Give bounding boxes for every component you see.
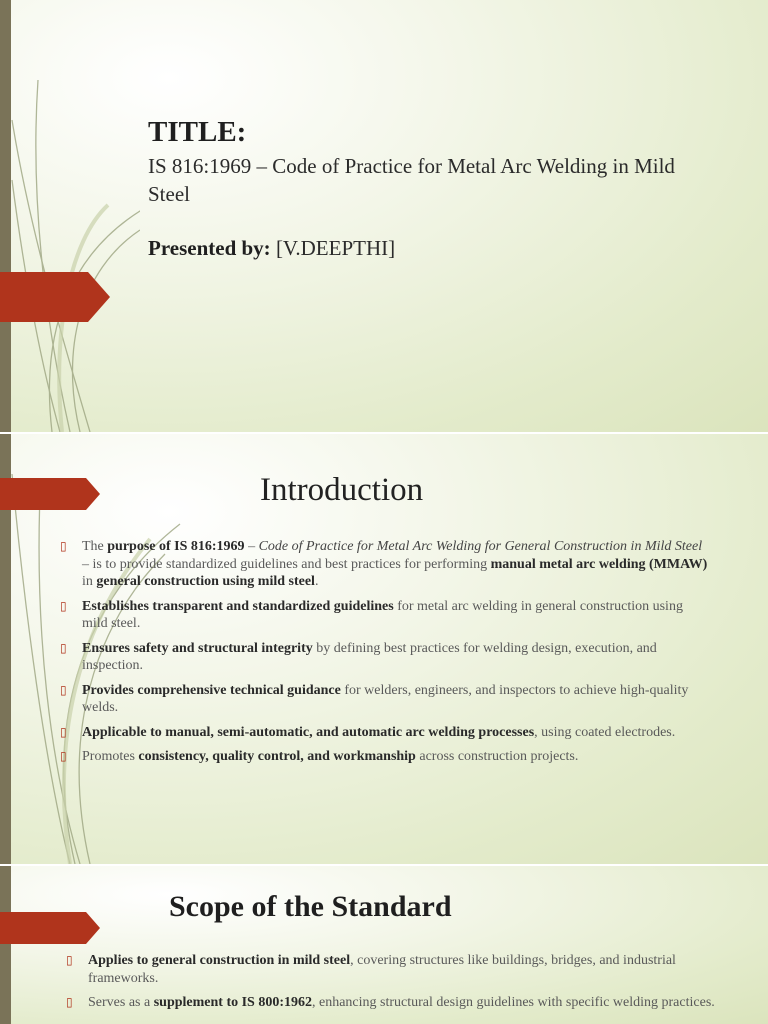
square-bullet-icon: ▯	[66, 953, 73, 967]
red-arrow-tab	[0, 912, 100, 944]
square-bullet-icon: ▯	[60, 749, 67, 763]
list-item: ▯ Applicable to manual, semi-automatic, and automatic arc welding processes, using coated electrodes.	[60, 724, 676, 740]
red-arrow-tab	[0, 272, 110, 322]
list-item: ▯ Provides comprehensive technical guidance for welders, engineers, and inspectors to achieve high-quality welds.	[60, 682, 689, 715]
slide-heading: Scope of the Standard	[169, 890, 452, 923]
slide-heading: Introduction	[260, 472, 424, 508]
list-item: ▯ Promotes consistency, quality control, and workmanship across construction projects.	[60, 749, 579, 764]
list-item: ▯ Ensures safety and structural integrity by defining best practices for welding design, execution, and inspection.	[60, 640, 657, 673]
list-item: ▯ The purpose of IS 816:1969 – Code of Practice for Metal Arc Welding for General Construction in Mild Steel – is to provide standardized guidelines and best practices for performing manual metal arc welding (MMAW) in general construction using mild steel.	[60, 539, 708, 589]
scope-slide	[0, 866, 768, 1024]
bullet-list	[66, 952, 716, 1019]
list-item: ▯ Serves as a supplement to IS 800:1962, enhancing structural design guidelines with specific welding practices.	[66, 995, 715, 1010]
square-bullet-icon: ▯	[60, 682, 67, 697]
introduction-slide	[0, 434, 768, 864]
left-accent-bar	[0, 866, 11, 1024]
presented-by-label: Presented by:	[148, 236, 271, 260]
slide-subtitle: IS 816:1969 – Code of Practice for Metal Arc Welding in Mild Steel	[148, 154, 675, 206]
square-bullet-icon: ▯	[60, 539, 67, 553]
decorative-curves	[0, 0, 140, 432]
square-bullet-icon: ▯	[60, 640, 67, 655]
presenter-line	[148, 236, 395, 261]
list-item: ▯ Applies to general construction in mild steel, covering structures like buildings, bridges, and industrial frameworks.	[66, 953, 676, 986]
red-arrow-tab	[0, 478, 100, 510]
title-slide	[0, 0, 768, 432]
bullet-list	[60, 538, 710, 773]
square-bullet-icon: ▯	[60, 724, 67, 739]
square-bullet-icon: ▯	[66, 995, 73, 1009]
square-bullet-icon: ▯	[60, 598, 67, 613]
list-item: ▯ Establishes transparent and standardized guidelines for metal arc welding in general construction using mild steel.	[60, 598, 683, 631]
presenter-name: [V.DEEPTHI]	[270, 236, 396, 260]
slide-title-label: TITLE:	[148, 116, 247, 148]
